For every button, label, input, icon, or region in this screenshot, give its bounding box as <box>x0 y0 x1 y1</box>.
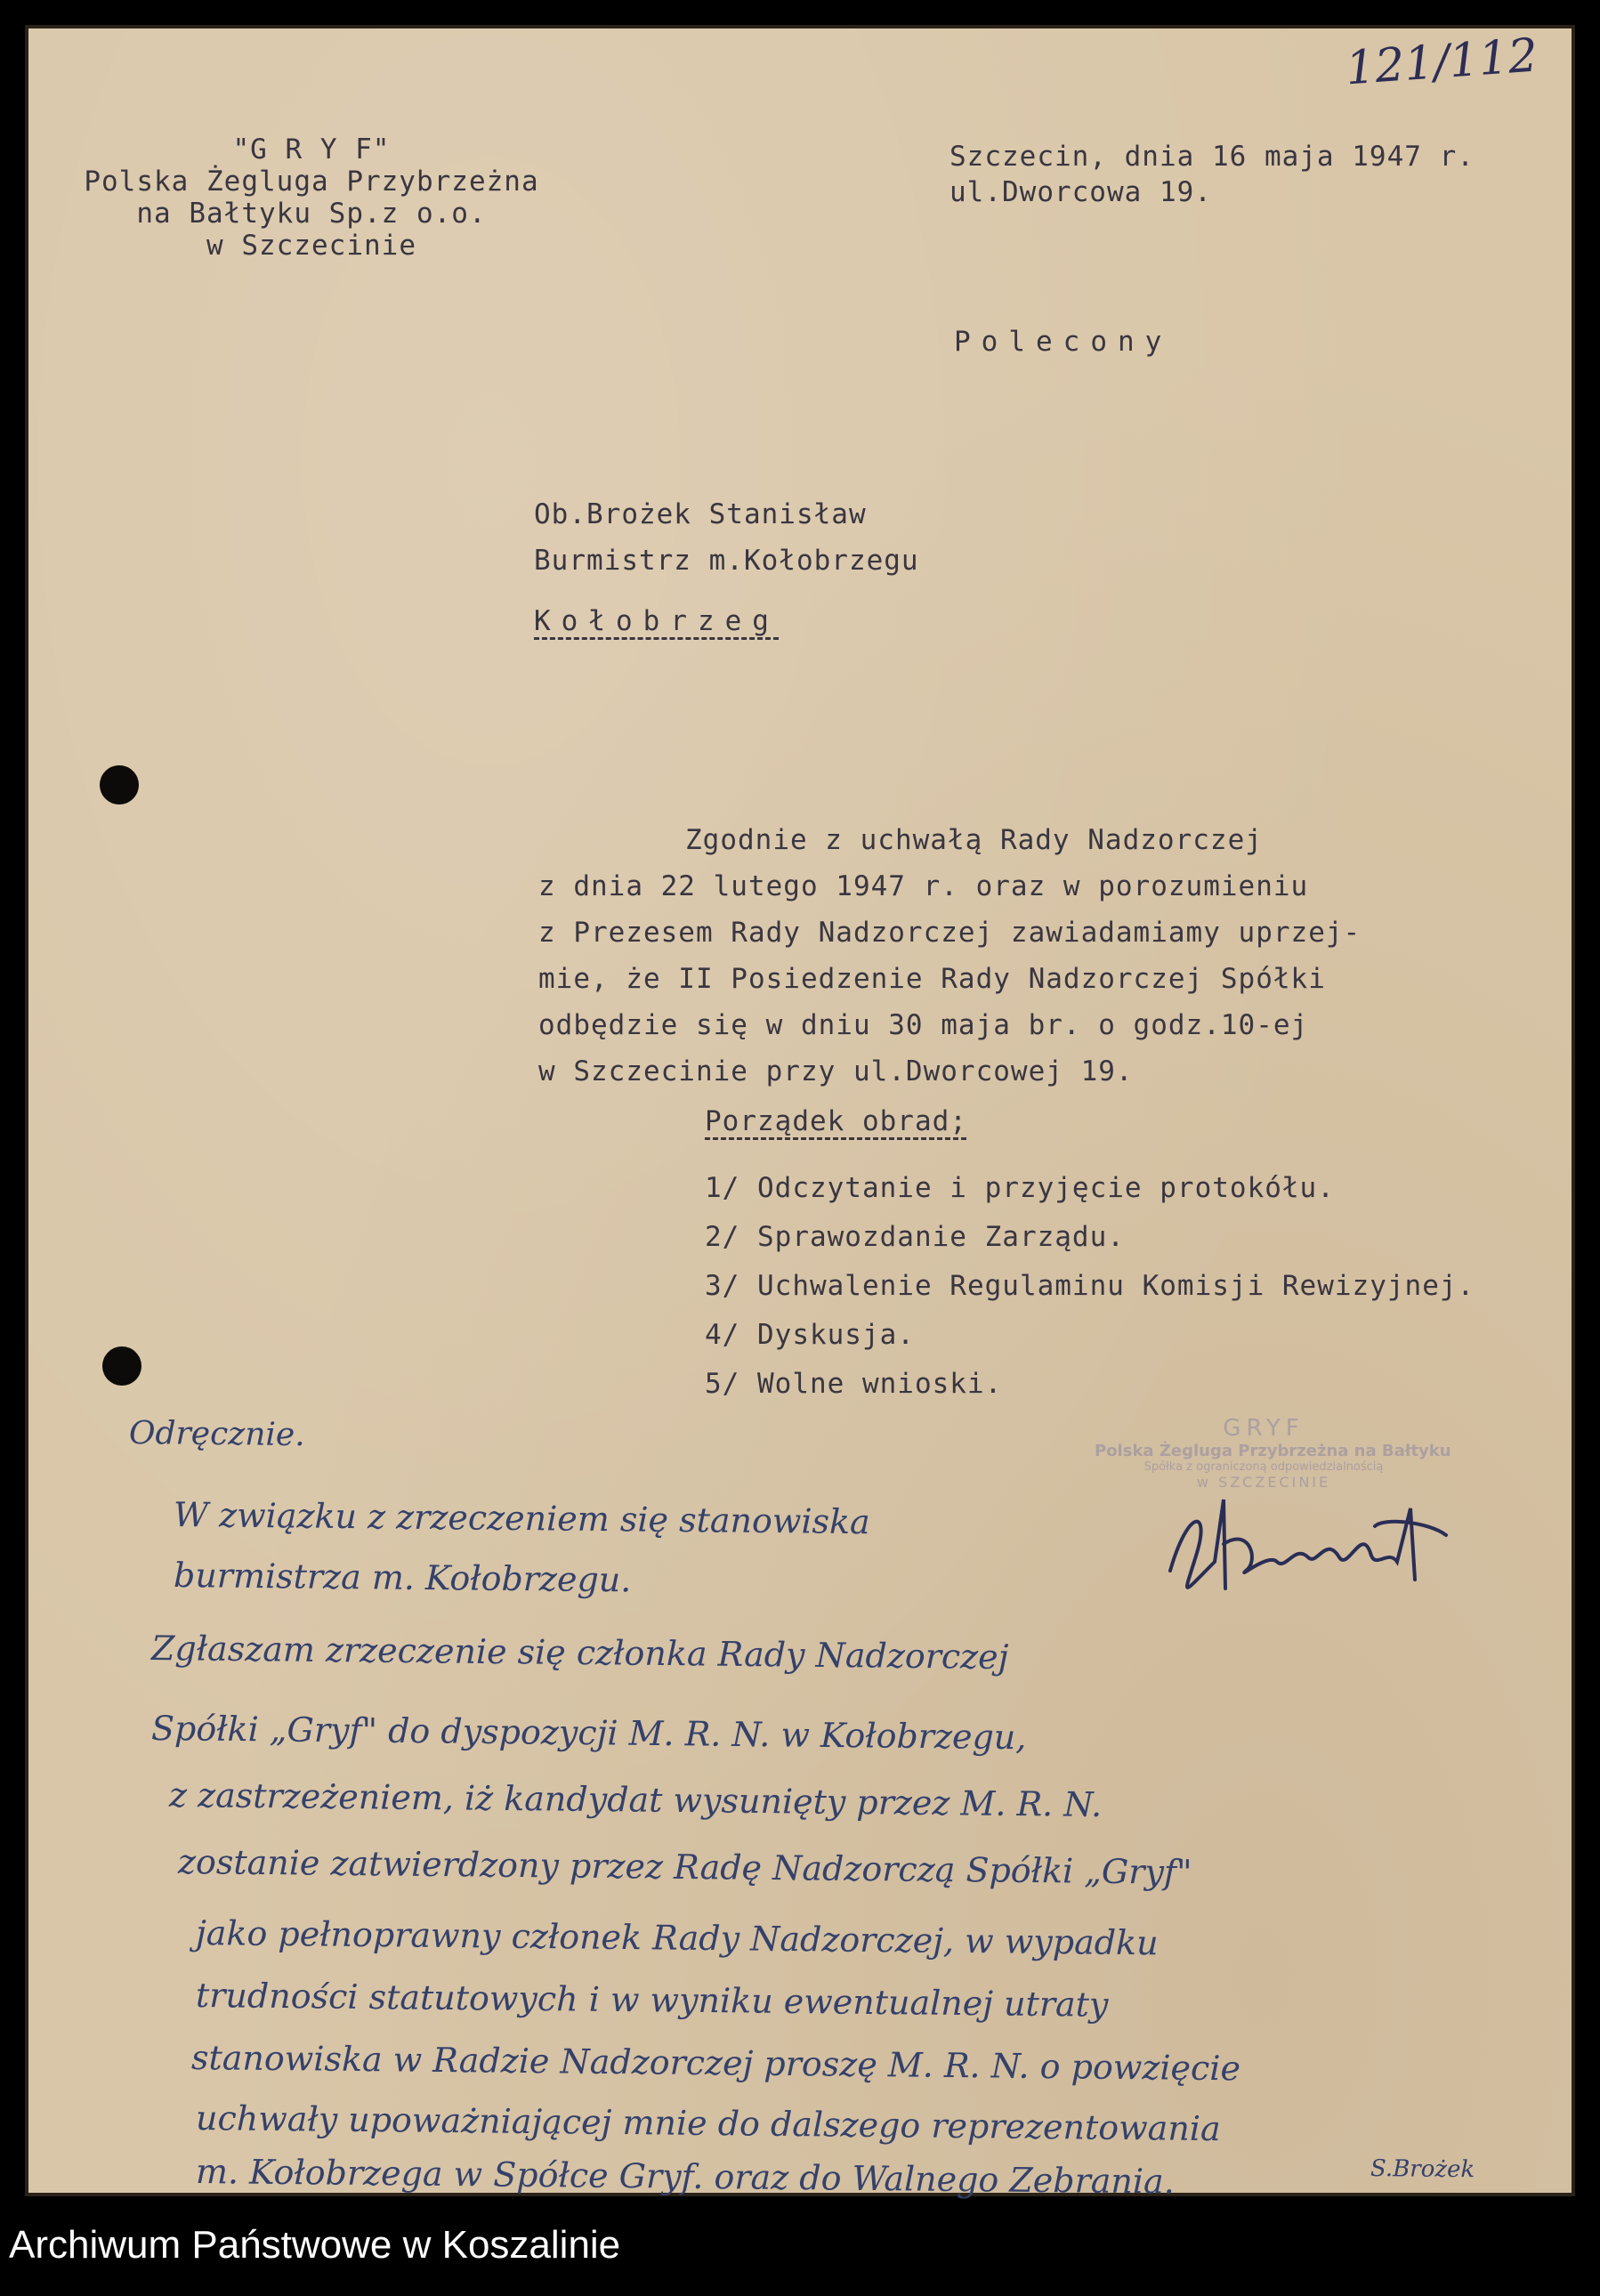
stamp-line: w SZCZECINIE <box>1196 1474 1331 1491</box>
handwritten-line: burmistrza m. Kołobrzegu. <box>173 1556 632 1600</box>
sender-line-1: "G R Y F" <box>232 133 391 166</box>
handwritten-heading: Odręcznie. <box>128 1415 305 1454</box>
letter-body <box>538 817 1361 1095</box>
agenda-item: 4/ Dyskusja. <box>705 1319 915 1351</box>
agenda-item: 2/ Sprawozdanie Zarządu. <box>705 1221 1125 1253</box>
recipient-name: Ob.Brożek Stanisław <box>534 498 867 530</box>
body-line: w Szczecinie przy ul.Dworcowej 19. <box>538 1055 1134 1087</box>
stamp-line: Spółka z ograniczoną odpowiedzialnością <box>1143 1460 1384 1474</box>
handwritten-line: W związku z zrzeczeniem się stanowiska <box>173 1495 870 1542</box>
handwritten-line: stanowiska w Radzie Nadzorczej proszę M. R. N. o powzięcie <box>190 2038 1241 2089</box>
sender-line-2: Polska Żegluga Przybrzeżna <box>84 166 539 198</box>
sender-block <box>80 133 543 262</box>
sender-line-4: w Szczecinie <box>206 230 416 262</box>
handwritten-line: m. Kołobrzega w Spółce Gryf. oraz do Walnego Zebrania. <box>195 2152 1176 2202</box>
agenda-item: 3/ Uchwalenie Regulaminu Komisji Rewizyjnej. <box>705 1270 1475 1302</box>
punch-hole-bottom <box>102 1346 141 1386</box>
recipient-title: Burmistrz m.Kołobrzegu <box>534 545 919 577</box>
registered-label: Polecony <box>954 326 1173 358</box>
page-number: 121/112 <box>1344 28 1539 96</box>
handwritten-line: Zgłaszam zrzeczenie się członka Rady Nadzorczej <box>150 1629 1009 1678</box>
recipient-city: Kołobrzeg <box>534 605 780 637</box>
body-line: z Prezesem Rady Nadzorczej zawiadamiamy uprzej- <box>538 917 1362 949</box>
handwritten-line: Spółki „Gryf" do dyspozycji M. R. N. w Kołobrzegu, <box>150 1709 1027 1758</box>
place-date-line: Szczecin, dnia 16 maja 1947 r. <box>949 141 1475 173</box>
handwritten-line: zostanie zatwierdzony przez Radę Nadzorczą Spółki „Gryf" <box>177 1842 1192 1892</box>
stamp-line: Polska Żegluga Przybrzeżna na Bałtyku <box>1095 1442 1451 1460</box>
handwritten-line: z zastrzeżeniem, iż kandydat wysunięty przez M. R. N. <box>168 1775 1103 1824</box>
address-line: ul.Dworcowa 19. <box>949 176 1212 208</box>
handwritten-line: jako pełnoprawny członek Rady Nadzorczej, w wypadku <box>195 1913 1159 1963</box>
handwritten-line: uchwały upoważniającej mnie do dalszego reprezentowania <box>195 2098 1221 2149</box>
stamp-line: GRYF <box>1223 1415 1305 1442</box>
signature <box>1161 1473 1455 1606</box>
archive-credit: Archiwum Państwowe w Koszalinie <box>9 2223 621 2267</box>
handwritten-initials: S.Brożek <box>1370 2155 1475 2184</box>
agenda-list <box>705 1164 1475 1409</box>
agenda-item: 1/ Odczytanie i przyjęcie protokółu. <box>705 1172 1335 1204</box>
handwritten-line: trudności statutowych i w wyniku ewentualnej utraty <box>195 1976 1109 2025</box>
body-line: mie, że II Posiedzenie Rady Nadzorczej Spółki <box>538 963 1326 995</box>
sender-line-3: na Bałtyku Sp.z o.o. <box>136 198 487 230</box>
agenda-heading: Porządek obrad; <box>705 1105 967 1137</box>
agenda-item: 5/ Wolne wnioski. <box>705 1368 1003 1400</box>
body-line: z dnia 22 lutego 1947 r. oraz w porozumieniu <box>538 870 1309 902</box>
punch-hole-top <box>100 765 139 804</box>
body-line: odbędzie się w dniu 30 maja br. o godz.10-ej <box>538 1009 1309 1041</box>
body-line: Zgodnie z uchwałą Rady Nadzorczej <box>685 824 1263 856</box>
